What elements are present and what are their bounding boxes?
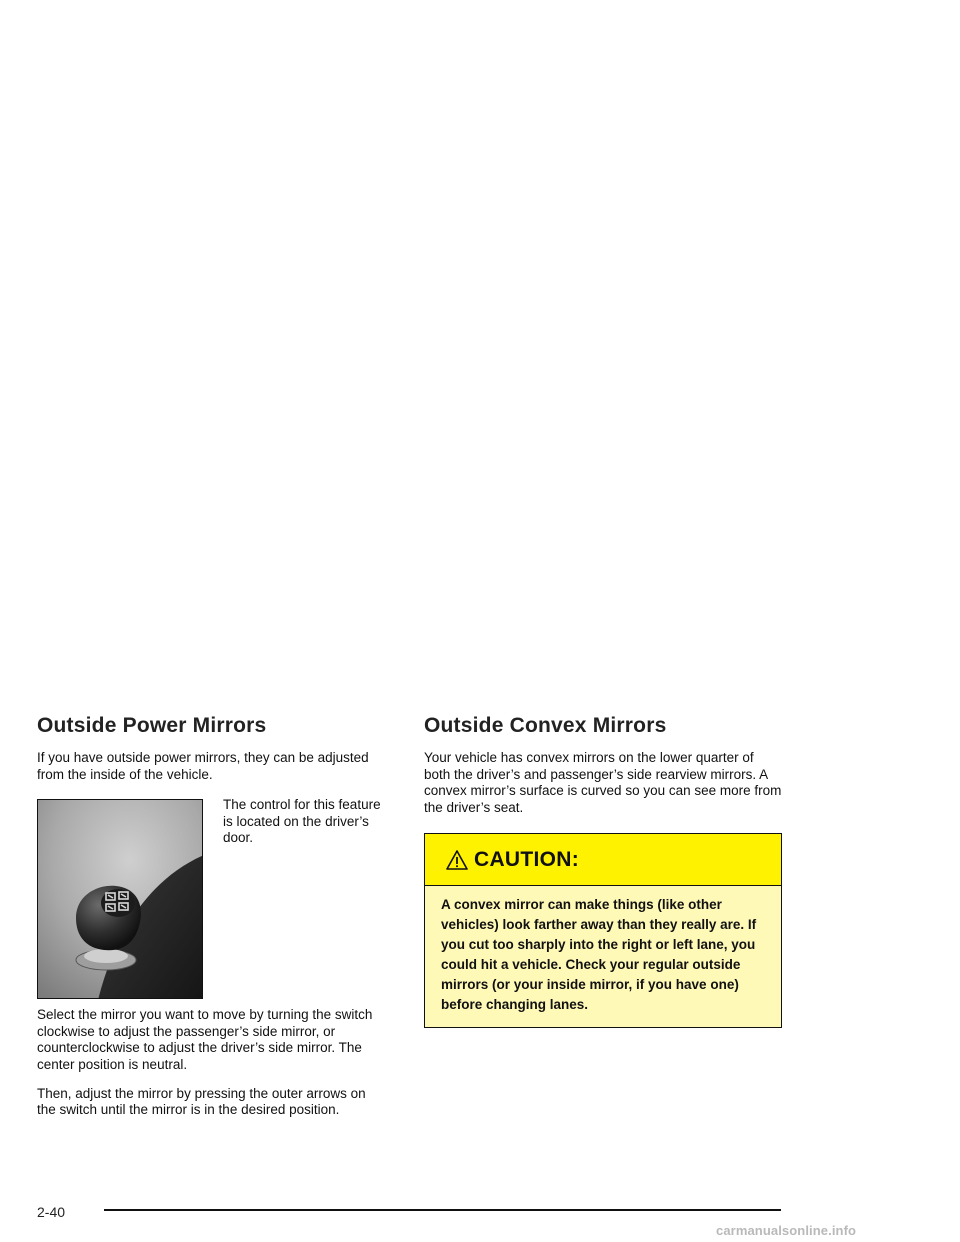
footer-rule — [104, 1209, 781, 1211]
section-heading-power-mirrors: Outside Power Mirrors — [37, 714, 267, 737]
caution-title: CAUTION: — [474, 847, 580, 871]
watermark-text: carmanualsonline.info — [716, 1223, 857, 1238]
caution-body: A convex mirror can make things (like other vehicles) look farther away than they really are. If you cut too sharply into the right or left lane, you could hit a vehicle. Check your regular outside mirrors (or your inside mirror, if you have one) before changing lanes. — [425, 886, 781, 1027]
mirror-control-figure — [37, 797, 382, 1007]
power-mirrors-intro: If you have outside power mirrors, they can be adjusted from the inside of the vehicle. — [37, 750, 369, 782]
outside-convex-mirrors-section — [424, 714, 782, 1028]
mirror-control-photo — [37, 799, 203, 999]
power-mirrors-paragraph-select: Select the mirror you want to move by turning the switch clockwise to adjust the passenger’s side mirror, or counterclockwise to adjust the driver’s side mirror. The center position is neutral. — [37, 1007, 373, 1072]
caution-header — [425, 834, 781, 886]
section-heading-convex-mirrors: Outside Convex Mirrors — [424, 714, 667, 737]
figure-caption: The control for this feature is located on the driver’s door. — [223, 797, 381, 846]
convex-mirrors-intro: Your vehicle has convex mirrors on the lower quarter of both the driver’s and passenger’s side rearview mirrors. A convex mirror’s surface is curved so you can see more from the driver’s seat. — [424, 750, 782, 815]
power-mirrors-paragraph-adjust: Then, adjust the mirror by pressing the outer arrows on the switch until the mirror is in the desired position. — [37, 1085, 366, 1118]
warning-triangle-icon — [446, 849, 474, 871]
caution-box — [424, 833, 782, 1028]
outside-power-mirrors-section — [37, 714, 382, 1119]
page-number: 2-40 — [37, 1204, 66, 1220]
